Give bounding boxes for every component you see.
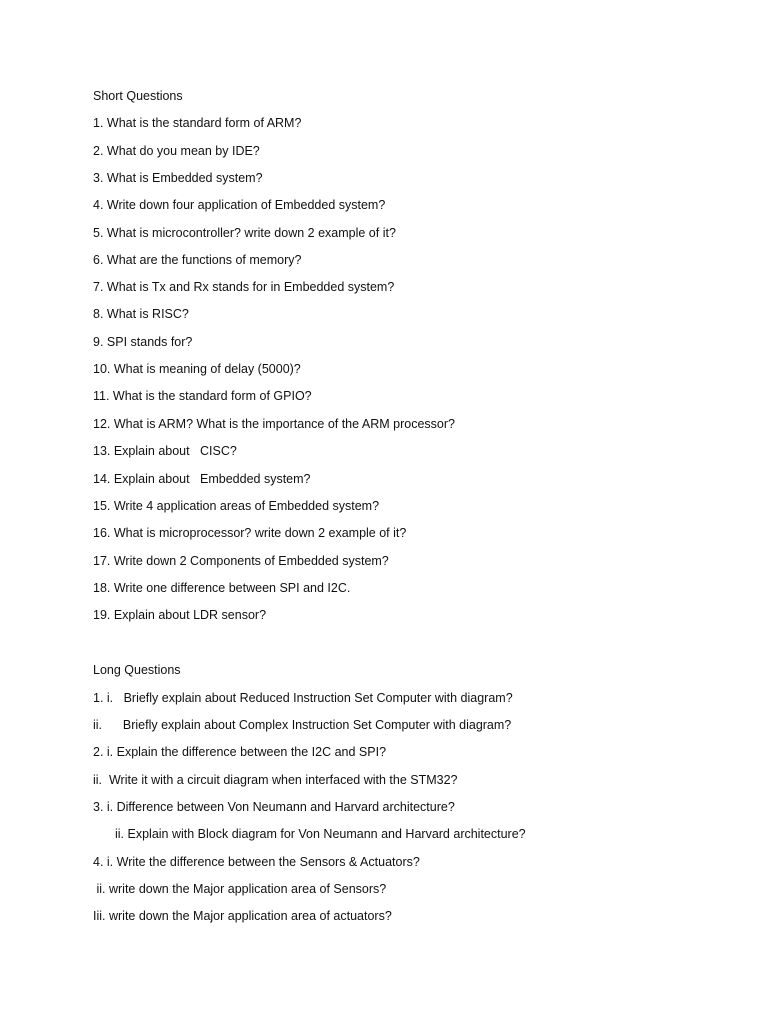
short-question-item: 8. What is RISC? [93, 307, 189, 321]
short-questions-heading: Short Questions [93, 89, 183, 103]
long-question-item: ii. Write it with a circuit diagram when interfaced with the STM32? [93, 773, 458, 787]
short-question-item: 12. What is ARM? What is the importance of the ARM processor? [93, 417, 455, 431]
short-question-item: 1. What is the standard form of ARM? [93, 116, 302, 130]
long-question-item: ii. Explain with Block diagram for Von Neumann and Harvard architecture? [115, 827, 526, 841]
short-question-item: 18. Write one difference between SPI and I2C. [93, 581, 351, 595]
long-question-item: 4. i. Write the difference between the Sensors & Actuators? [93, 855, 420, 869]
long-question-item: Iii. write down the Major application area of actuators? [93, 909, 392, 923]
short-question-item: 11. What is the standard form of GPIO? [93, 389, 312, 403]
short-question-item: 5. What is microcontroller? write down 2 example of it? [93, 226, 396, 240]
short-question-item: 16. What is microprocessor? write down 2 example of it? [93, 526, 407, 540]
short-question-item: 2. What do you mean by IDE? [93, 144, 260, 158]
short-question-item: 14. Explain about Embedded system? [93, 472, 311, 486]
short-question-item: 6. What are the functions of memory? [93, 253, 302, 267]
short-question-item: 17. Write down 2 Components of Embedded system? [93, 554, 389, 568]
long-question-item: 2. i. Explain the difference between the I2C and SPI? [93, 745, 387, 759]
short-question-item: 10. What is meaning of delay (5000)? [93, 362, 301, 376]
short-question-item: 19. Explain about LDR sensor? [93, 608, 267, 622]
short-question-item: 3. What is Embedded system? [93, 171, 263, 185]
short-question-item: 15. Write 4 application areas of Embedded system? [93, 499, 380, 513]
long-question-item: ii. Briefly explain about Complex Instruction Set Computer with diagram? [93, 718, 512, 732]
short-question-item: 4. Write down four application of Embedded system? [93, 198, 386, 212]
long-question-item: 3. i. Difference between Von Neumann and Harvard architecture? [93, 800, 455, 814]
short-question-item: 13. Explain about CISC? [93, 444, 237, 458]
long-question-item: ii. write down the Major application area of Sensors? [93, 882, 387, 896]
short-question-item: 7. What is Tx and Rx stands for in Embedded system? [93, 280, 395, 294]
long-questions-heading: Long Questions [93, 663, 181, 677]
long-question-item: 1. i. Briefly explain about Reduced Instruction Set Computer with diagram? [93, 691, 513, 705]
short-question-item: 9. SPI stands for? [93, 335, 193, 349]
